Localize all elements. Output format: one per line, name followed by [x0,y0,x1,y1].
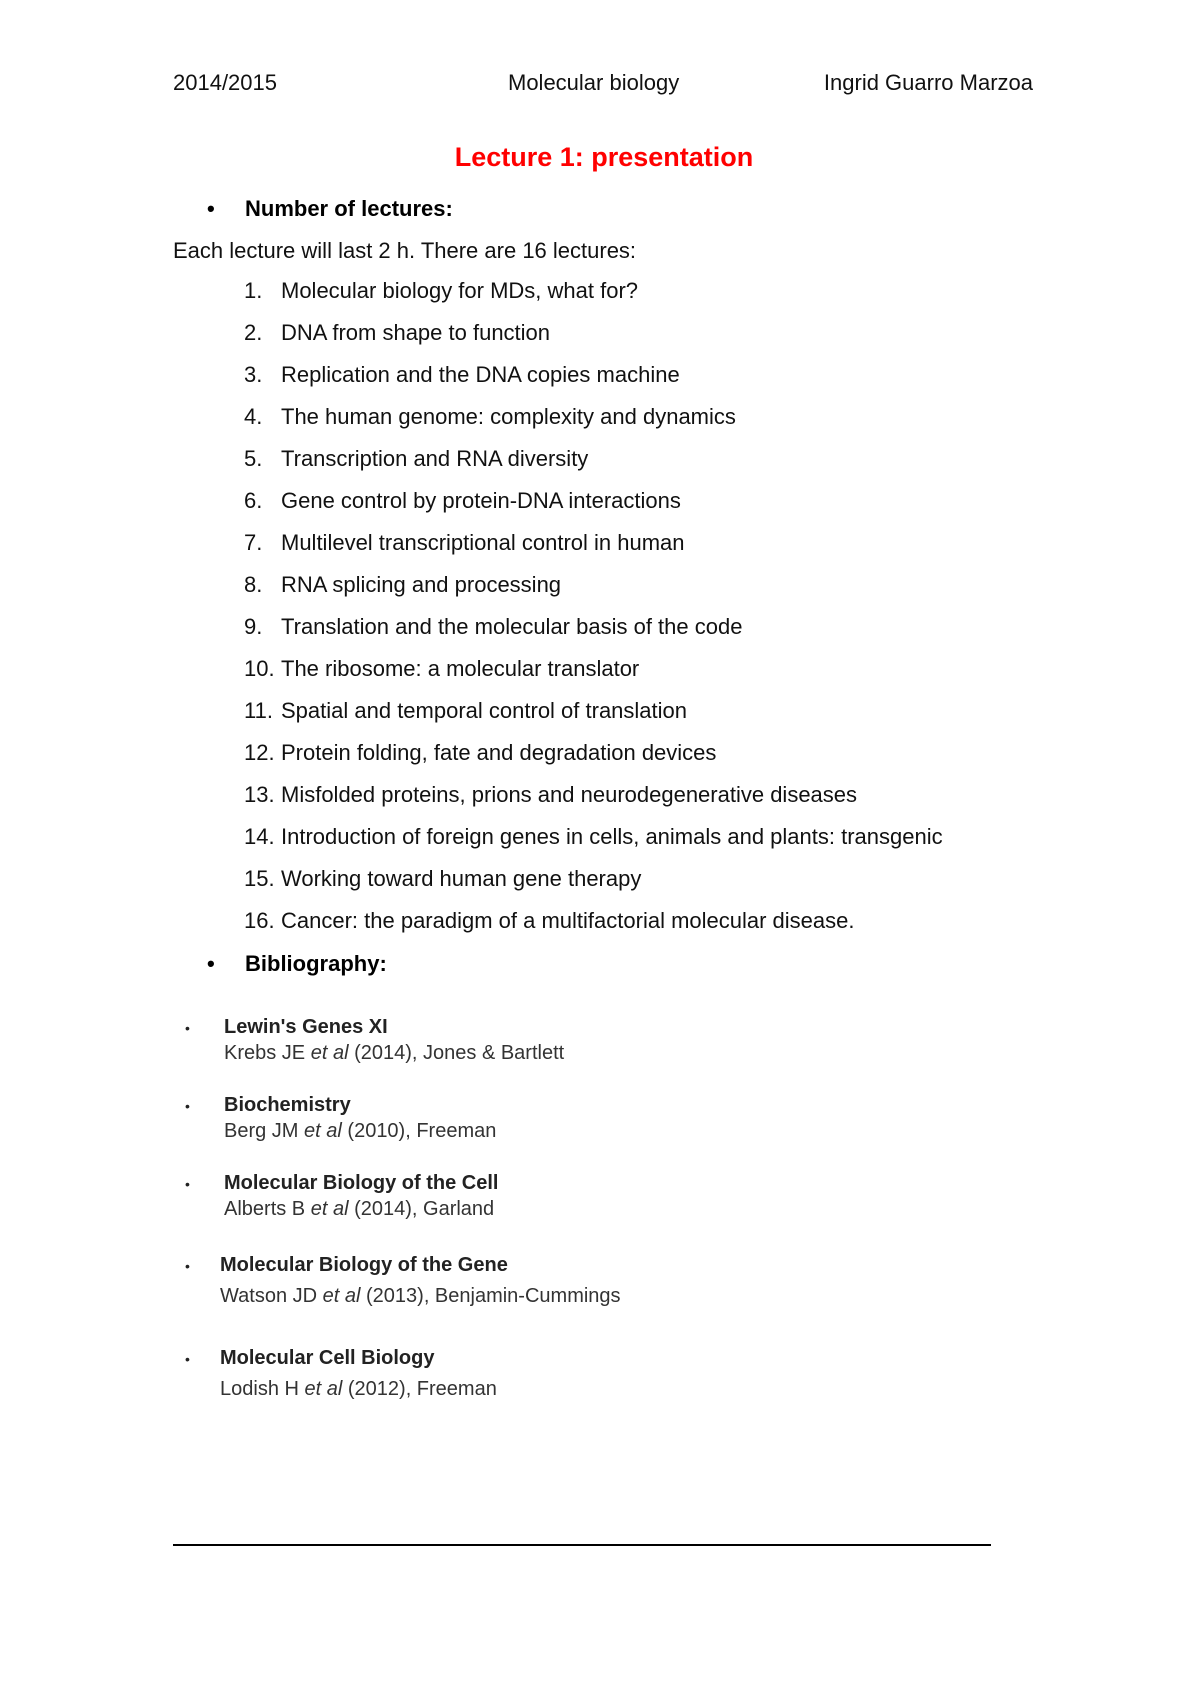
list-item-text: Spatial and temporal control of translation [281,698,688,723]
book-citation [224,1198,494,1221]
book-title: Lewin's Genes XI [224,1016,388,1038]
bullet-icon: • [185,1258,190,1274]
list-item-number: 4. [244,404,263,429]
book-citation [224,1042,564,1065]
list-item-number: 3. [244,362,263,387]
et-al: et al [322,1285,361,1307]
page-title: Lecture 1: presentation [454,142,754,172]
list-item-text: Introduction of foreign genes in cells, animals and plants: transgenic [281,824,943,849]
list-item-text: Protein folding, fate and degradation devices [281,740,717,765]
list-item-number: 11. [244,698,273,723]
et-al: et al [304,1120,342,1142]
book-authors: Watson JD [220,1285,318,1307]
list-item-number: 8. [244,572,263,597]
bullet-icon: • [207,196,215,221]
list-item-number: 15. [244,866,275,891]
list-item-number: 9. [244,614,263,639]
list-item-text: Molecular biology for MDs, what for? [281,278,639,303]
book-citation [224,1120,496,1143]
header-author: Ingrid Guarro Marzoa [823,70,1033,95]
book-title: Molecular Cell Biology [220,1347,435,1369]
header-year: 2014/2015 [173,70,277,95]
list-item-number: 16. [244,908,275,933]
lectures-heading-label: Number of lectures: [245,196,453,221]
book-title: Molecular Biology of the Gene [220,1254,508,1276]
page-header [173,70,1033,100]
book-year-publisher: (2010), Freeman [347,1120,497,1142]
book-authors: Krebs JE [224,1042,306,1064]
list-item-text: The human genome: complexity and dynamics [281,404,736,429]
list-item-text: Misfolded proteins, prions and neurodegenerative diseases [281,782,858,807]
list-item-text: Gene control by protein-DNA interactions [281,488,681,513]
book-authors: Berg JM [224,1120,299,1142]
bibliography-heading-label: Bibliography: [245,951,387,976]
book-citation [220,1285,621,1308]
book-title: Molecular Biology of the Cell [224,1172,499,1194]
bullet-icon: • [185,1098,190,1114]
list-item-text: DNA from shape to function [281,320,551,345]
list-item-number: 6. [244,488,263,513]
bullet-icon: • [185,1351,190,1367]
list-item-number: 13. [244,782,275,807]
bullet-icon: • [185,1020,190,1036]
footer-divider [173,1544,991,1546]
list-item-text: Cancer: the paradigm of a multifactorial molecular disease. [281,908,855,933]
book-authors: Alberts B [224,1198,306,1220]
list-item-text: Replication and the DNA copies machine [281,362,680,387]
list-item-text: Transcription and RNA diversity [281,446,589,471]
header-subject: Molecular biology [508,70,680,95]
book-citation [220,1378,497,1401]
book-title: Biochemistry [224,1094,351,1116]
list-item-number: 5. [244,446,263,471]
list-item-number: 1. [244,278,263,303]
list-item-text: Translation and the molecular basis of the code [281,614,743,639]
book-year-publisher: (2014), Garland [354,1198,495,1220]
list-item-number: 7. [244,530,263,555]
bullet-icon: • [207,951,215,976]
list-item-text: RNA splicing and processing [281,572,562,597]
et-al: et al [310,1042,349,1064]
book-year-publisher: (2013), Benjamin-Cummings [366,1285,621,1307]
book-year-publisher: (2012), Freeman [347,1378,497,1400]
list-item-text: The ribosome: a molecular translator [281,656,640,681]
list-item-number: 2. [244,320,263,345]
list-item-number: 10. [244,656,275,681]
et-al: et al [304,1378,343,1400]
book-year-publisher: (2014), Jones & Bartlett [354,1042,565,1064]
list-item-number: 12. [244,740,275,765]
list-item-number: 14. [244,824,275,849]
list-item-text: Multilevel transcriptional control in human [281,530,685,555]
lectures-intro: Each lecture will last 2 h. There are 16 lectures: [173,238,637,263]
et-al: et al [310,1198,349,1220]
list-item-text: Working toward human gene therapy [281,866,642,891]
bullet-icon: • [185,1176,190,1192]
book-authors: Lodish H [220,1378,299,1400]
